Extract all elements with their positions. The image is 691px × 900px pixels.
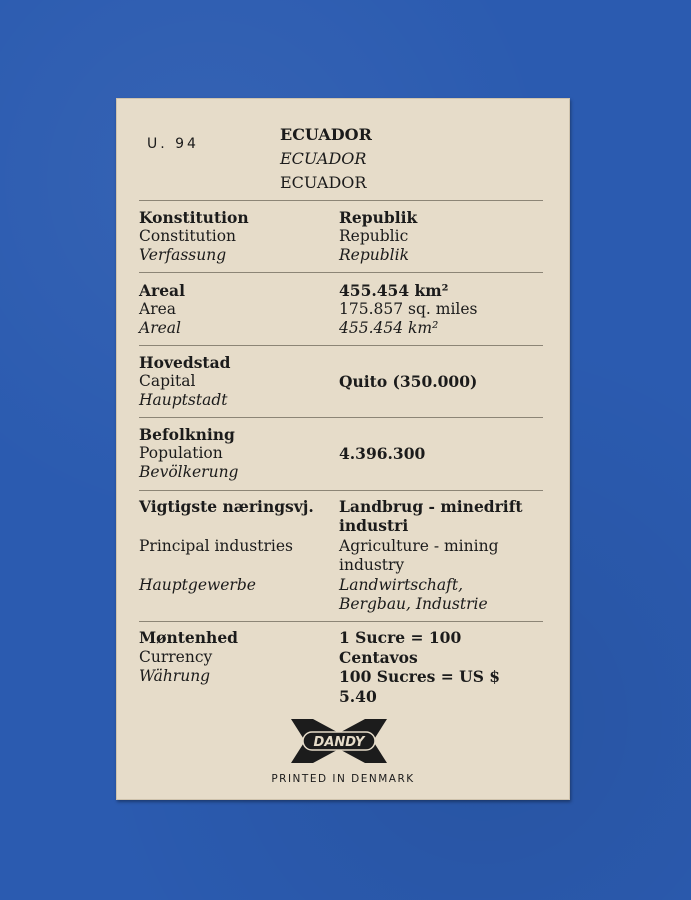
card-code: U. 94 <box>147 136 199 152</box>
value-industries-da-2: industri <box>339 516 409 535</box>
value-currency-1: 1 Sucre = 100 <box>339 628 462 647</box>
title-german: ECUADOR <box>280 173 367 192</box>
label-capital-en: Capital <box>139 372 196 390</box>
label-area-de: Areal <box>139 319 181 337</box>
label-currency-de: Währung <box>139 667 211 685</box>
value-area-da: 455.454 km² <box>339 281 449 300</box>
printed-in-denmark: PRINTED IN DENMARK <box>271 773 415 785</box>
value-currency-3: 100 Sucres = US $ <box>339 667 501 686</box>
label-capital-de: Hauptstadt <box>139 391 228 409</box>
value-industries-de-1: Landwirtschaft, <box>339 576 464 594</box>
label-constitution-en: Constitution <box>139 227 237 245</box>
title-english: ECUADOR <box>280 149 367 168</box>
value-industries-de-2: Bergbau, Industrie <box>339 595 488 613</box>
title-danish: ECUADOR <box>280 125 372 144</box>
label-currency-en: Currency <box>139 648 213 666</box>
label-population-da: Befolkning <box>139 425 235 444</box>
label-constitution-de: Verfassung <box>139 246 227 264</box>
label-population-de: Bevölkerung <box>139 463 239 481</box>
divider <box>139 621 543 622</box>
dandy-logo <box>291 717 387 765</box>
trading-card <box>116 98 570 800</box>
divider <box>139 200 543 201</box>
value-area-en: 175.857 sq. miles <box>339 300 478 318</box>
label-capital-da: Hovedstad <box>139 353 231 372</box>
divider <box>139 490 543 491</box>
label-industries-de: Hauptgewerbe <box>139 576 256 594</box>
label-area-en: Area <box>139 300 177 318</box>
value-population: 4.396.300 <box>339 444 426 463</box>
logo-text: DANDY <box>313 735 365 750</box>
label-industries-en: Principal industries <box>139 537 293 555</box>
label-industries-da: Vigtigste næringsvj. <box>139 497 314 516</box>
value-industries-da-1: Landbrug - minedrift <box>339 497 523 516</box>
divider <box>139 272 543 273</box>
value-currency-2: Centavos <box>339 648 418 667</box>
label-population-en: Population <box>139 444 223 462</box>
value-industries-en-1: Agriculture - mining <box>339 537 499 555</box>
divider <box>139 417 543 418</box>
value-constitution-da: Republik <box>339 208 418 227</box>
value-area-de: 455.454 km² <box>339 319 439 337</box>
label-area-da: Areal <box>139 281 185 300</box>
value-currency-4: 5.40 <box>339 687 377 706</box>
value-industries-en-2: industry <box>339 556 405 574</box>
value-constitution-de: Republik <box>339 246 409 264</box>
label-currency-da: Møntenhed <box>139 628 239 647</box>
value-constitution-en: Republic <box>339 227 409 245</box>
label-constitution-da: Konstitution <box>139 208 249 227</box>
value-capital: Quito (350.000) <box>339 372 478 391</box>
divider <box>139 345 543 346</box>
